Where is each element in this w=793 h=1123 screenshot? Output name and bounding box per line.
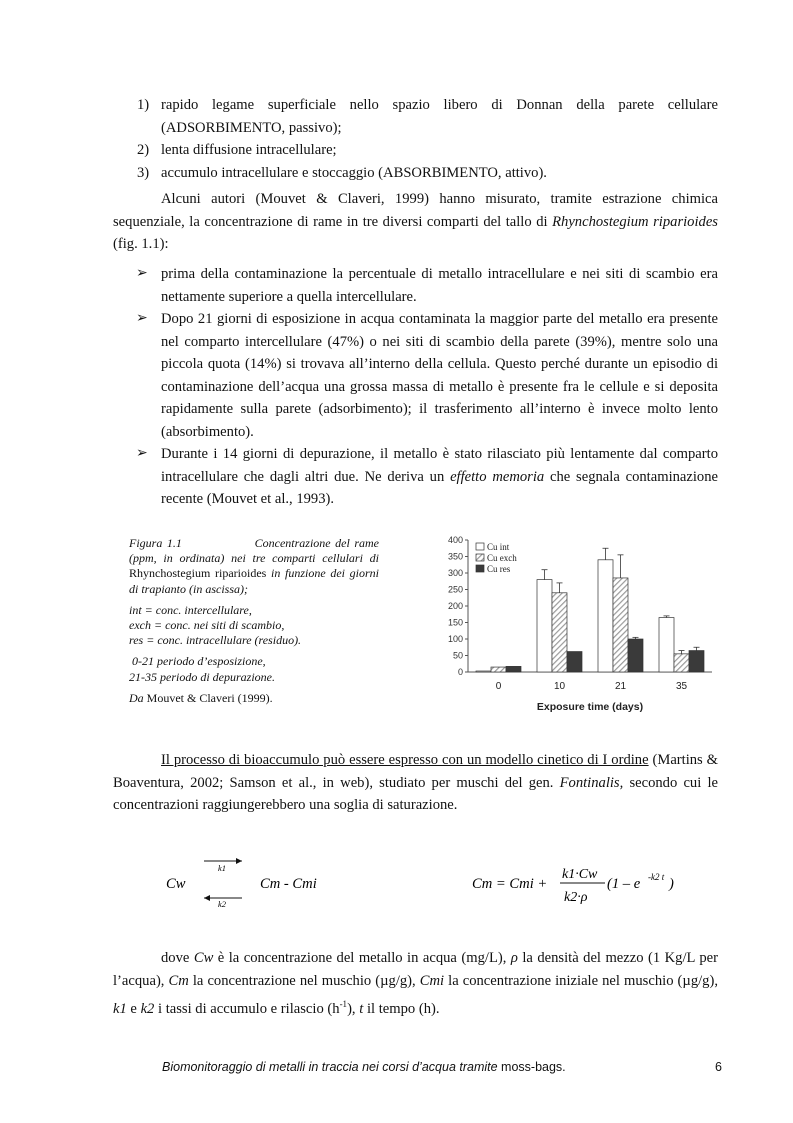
bar-cu-res [506, 666, 521, 672]
def-t: t [359, 1000, 364, 1017]
model-text: (Martins & Boaventura, 2002; Samson et al., in web), studiato per muschi del gen. [113, 752, 718, 791]
intro-paragraph [113, 188, 718, 256]
y-tick-label: 150 [447, 617, 463, 628]
def-k1: k1 [113, 1000, 127, 1017]
footer-title-end: moss-bags. [497, 1060, 566, 1074]
eq-numerator: k1·Cw [562, 867, 598, 882]
bullet-text: Dopo 21 giorni di esposizione in acqua contaminata la maggior parte del metallo era presente nel comparto intercellulare (47%) o nei siti di scambio della parete (39%), mentre solo una piccola quota (14%) si trovava all’interno della cellula. Questo perché durante un episodio di contaminazione dell’acqua una grossa massa di metallo è presente fra le cellule e si deposita rapidamente sulla parete (adsorbimento); il trasferimento all’interno è invece molto lento (absorbimento). [161, 311, 718, 440]
list-item [113, 162, 718, 185]
bar-cu-int [476, 671, 491, 672]
list-item [113, 94, 718, 139]
bullet-text: Durante i 14 giorni di depurazione, il metallo è stato rilasciato più lentamente dal comparto intracellulare che dagli altri due. Ne deriva un [161, 446, 718, 485]
genus-name: Fontinalis, [559, 774, 624, 791]
def-text: è la concentrazione del metallo in acqua (mg/L), [213, 950, 511, 966]
y-tick-label: 0 [457, 667, 463, 677]
x-tick-label: 35 [675, 681, 688, 692]
bar-cu-res [628, 639, 643, 672]
eq-close: ) [669, 876, 674, 892]
def-cm: Cm [168, 973, 189, 989]
arrow-bullet-icon: ➢ [136, 266, 148, 281]
bullet-text-end: che segnala contaminazione recente (Mouvet et al., 1993). [161, 468, 718, 507]
bar-cu-int [598, 560, 613, 672]
emphasis-text: effetto memoria [450, 468, 545, 485]
legend-label-cu-res: Cu res [487, 564, 511, 574]
list-text: accumulo intracellulare e stoccaggio (ABSORBIMENTO, attivo). [161, 164, 547, 181]
backward-arrow-icon [204, 895, 210, 901]
caption-period-depuration: 21-35 periodo di depurazione. [129, 669, 275, 684]
legend-label-cu-int: Cu int [487, 542, 510, 552]
list-number: 3) [137, 164, 150, 181]
bar-cu-exch [674, 654, 689, 672]
page-footer [162, 1060, 722, 1074]
caption-source-da: Da [129, 690, 144, 705]
legend-label-cu-exch: Cu exch [487, 553, 517, 563]
def-superscript: -1 [339, 999, 348, 1009]
list-number: 2) [137, 142, 150, 158]
y-tick-label: 250 [447, 584, 463, 595]
y-tick-label: 300 [447, 568, 463, 578]
x-tick-label: 0 [495, 681, 502, 692]
def-text: ), [347, 1000, 360, 1017]
bar-cu-exch [613, 578, 628, 672]
saturation-equation [470, 856, 720, 906]
list-number: 1) [137, 97, 150, 113]
list-text: lenta diffusione intracellulare; [161, 142, 337, 158]
def-cw: Cw [193, 950, 214, 966]
eq-k2: k2 [218, 899, 227, 908]
def-text: la concentrazione iniziale nel muschio (µg/g), [444, 973, 718, 989]
def-text: e [126, 1000, 141, 1017]
eq-paren: (1 – e [607, 876, 641, 892]
arrow-bullet-icon: ➢ [136, 446, 148, 461]
bullet-list [113, 263, 718, 511]
numbered-list [113, 94, 718, 184]
intro-text: Alcuni autori (Mouvet & Claveri, 1999) hanno misurato, tramite estrazione chimica sequenziale, la concentrazione di rame in tre diversi comparti del tallo di [113, 191, 718, 230]
caption-period-exposure: 0-21 periodo d’esposizione, [132, 654, 266, 669]
intro-text-end: (fig. 1.1): [113, 236, 169, 252]
caption-text-end: in funzione dei giorni di trapianto (in ascissa); [129, 566, 379, 596]
definition-paragraph [113, 947, 718, 1021]
bullet-text: prima della contaminazione la percentuale di metallo intracellulare e nei siti di scambio era nettamente superiore a quella intercellulare. [161, 266, 718, 305]
bar-cu-exch [491, 667, 506, 672]
def-text: la densità del mezzo (1 Kg/L per l’acqua), [113, 950, 718, 989]
def-rho: ρ [510, 950, 518, 966]
list-text: rapido legame superficiale nello spazio libero di Donnan della parete cellulare (ADSORBIMENTO, passivo); [161, 97, 718, 136]
list-item [113, 139, 718, 162]
def-text: i tassi di accumulo e rilascio (h [154, 1000, 340, 1017]
eq-denominator: k2·ρ [564, 890, 588, 905]
eq-exponent: -k2 t [648, 872, 665, 882]
eq-lhs: Cm = Cmi + [472, 876, 548, 892]
bullet-item [113, 308, 718, 443]
x-axis-label: Exposure time (days) [536, 701, 644, 713]
eq-rhs: Cm - Cmi [260, 876, 317, 892]
legend-swatch-cu-int [476, 543, 484, 550]
caption-text: Concentrazione del rame (ppm, in ordinata) nei tre comparti cellulari di [129, 536, 380, 566]
kinetic-scheme [160, 848, 340, 908]
page-number: 6 [715, 1060, 722, 1074]
def-k2: k2 [140, 1000, 155, 1017]
caption-def-int: int = conc. intercellulare, [129, 602, 252, 617]
eq-cw: Cw [166, 876, 186, 892]
eq-k1: k1 [218, 863, 227, 873]
y-tick-label: 350 [447, 551, 463, 562]
y-tick-label: 400 [447, 535, 463, 545]
legend-swatch-cu-exch [476, 554, 484, 561]
footer-title: Biomonitoraggio di metalli in traccia nei corsi d’acqua tramite [162, 1060, 498, 1074]
x-tick-label: 21 [614, 681, 627, 692]
y-tick-label: 50 [452, 650, 463, 661]
model-underlined-text: Il processo di bioaccumulo può essere espresso con un modello cinetico di I ordine [161, 752, 649, 768]
bar-cu-int [659, 618, 674, 672]
forward-arrow-icon [236, 858, 242, 864]
bar-cu-res [567, 652, 582, 672]
y-tick-label: 200 [447, 601, 463, 611]
bar-cu-res [689, 651, 704, 672]
caption-def-exch: exch = conc. nei siti di scambio, [129, 618, 285, 633]
def-cmi: Cmi [419, 973, 445, 989]
copper-concentration-chart [430, 532, 720, 717]
bar-cu-int [537, 580, 552, 672]
x-tick-label: 10 [553, 681, 566, 692]
bullet-item [113, 263, 718, 308]
species-name: Rhynchostegium riparioides [552, 213, 718, 230]
figure-label: Figura 1.1 [129, 536, 182, 550]
def-text: dove [161, 950, 194, 966]
model-paragraph [113, 749, 718, 817]
legend-swatch-cu-res [476, 565, 484, 572]
figure-caption [129, 536, 379, 706]
def-text: il tempo (h). [363, 1000, 440, 1017]
y-tick-label: 100 [447, 634, 463, 644]
caption-source: Mouvet & Claveri (1999). [143, 690, 273, 705]
bar-cu-exch [552, 593, 567, 672]
caption-species: Rhynchostegium riparioides [129, 566, 267, 581]
bullet-item [113, 443, 718, 511]
arrow-bullet-icon: ➢ [136, 311, 148, 326]
caption-def-res: res = conc. intracellulare (residuo). [129, 633, 302, 648]
def-text: la concentrazione nel muschio (µg/g), [188, 973, 420, 989]
model-text-end: secondo cui le concentrazioni raggiungerebbero una soglia di saturazione. [113, 774, 718, 813]
